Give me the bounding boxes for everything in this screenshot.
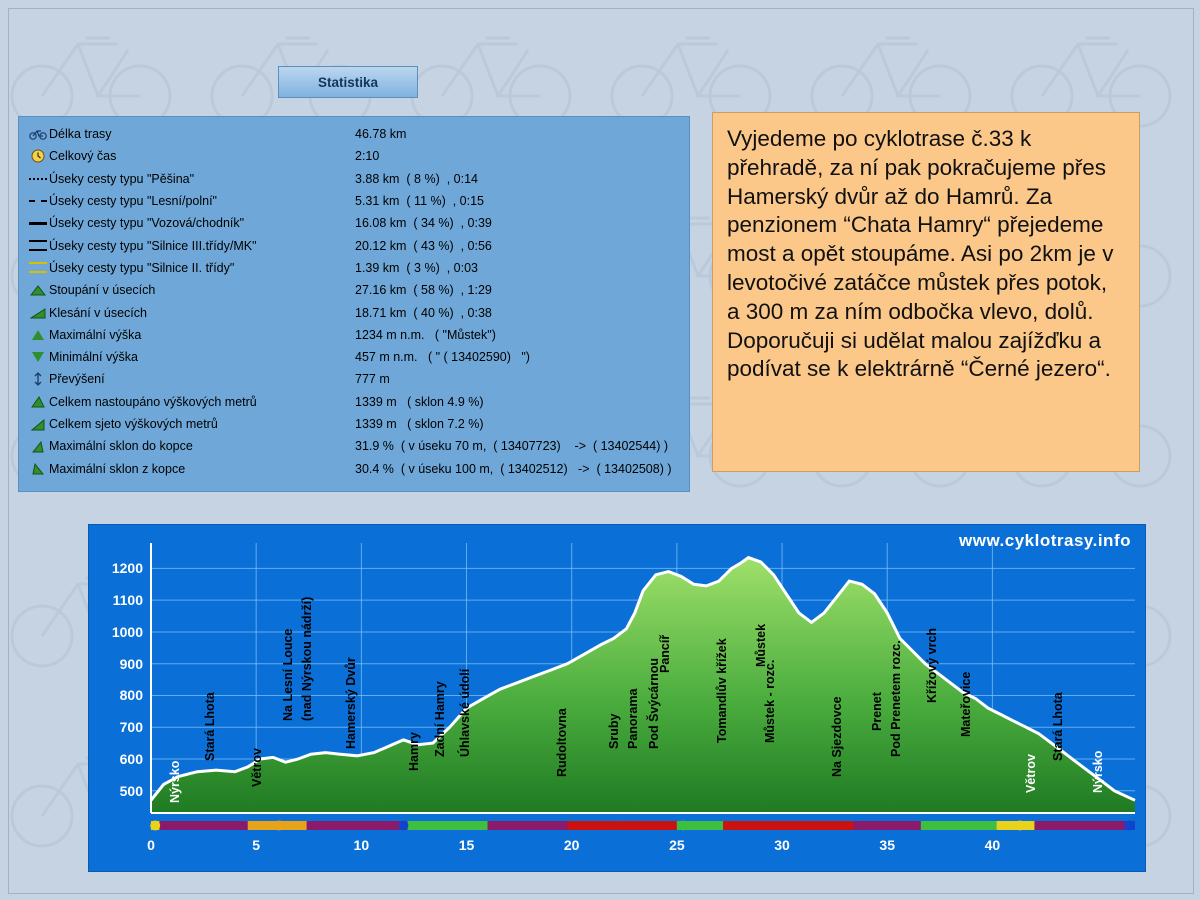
stat-value: 2:10 bbox=[355, 149, 380, 164]
stat-label: Stoupání v úsecích bbox=[49, 283, 156, 298]
stat-value: 777 m bbox=[355, 372, 390, 387]
double-line-yellow-icon bbox=[27, 262, 49, 273]
place-label: Sruby bbox=[607, 713, 622, 749]
x-tick-label: 10 bbox=[353, 837, 370, 853]
x-tick-label: 0 bbox=[147, 837, 155, 853]
x-tick-label: 35 bbox=[879, 837, 895, 853]
place-label: Na Sjezdovce bbox=[830, 696, 845, 777]
double-line-icon bbox=[27, 240, 49, 251]
place-label: Můstek - rozc. bbox=[762, 659, 777, 743]
place-label: Mateřovice bbox=[958, 671, 973, 737]
watermark-label: www.cyklotrasy.info bbox=[959, 531, 1131, 550]
place-label: Pancíř bbox=[657, 634, 672, 673]
table-row bbox=[19, 391, 689, 413]
stat-value: 18.71 km ( 40 %) , 0:38 bbox=[355, 305, 492, 320]
stat-value: 1.39 km ( 3 %) , 0:03 bbox=[355, 260, 478, 275]
place-label: Hamry bbox=[407, 732, 422, 771]
place-label: Nýrsko bbox=[167, 760, 182, 803]
table-row bbox=[19, 457, 689, 479]
y-tick-label: 1200 bbox=[111, 560, 143, 577]
stat-label: Klesání v úsecích bbox=[49, 305, 147, 320]
stat-value: 3.88 km ( 8 %) , 0:14 bbox=[355, 171, 478, 186]
table-row bbox=[19, 168, 689, 190]
place-label: Křížový vrch bbox=[924, 627, 939, 703]
max-up-slope-icon bbox=[27, 440, 49, 453]
elevation-icon bbox=[27, 372, 49, 386]
place-label: Můstek bbox=[754, 623, 769, 667]
description-textbox bbox=[712, 112, 1140, 472]
x-tick-label: 20 bbox=[563, 837, 580, 853]
triangle-down-icon bbox=[27, 352, 49, 362]
stat-value: 1339 m ( sklon 7.2 %) bbox=[355, 417, 484, 431]
stat-value: 16.08 km ( 34 %) , 0:39 bbox=[355, 216, 492, 231]
table-row bbox=[19, 234, 689, 256]
table-row bbox=[19, 190, 689, 212]
x-tick-label: 15 bbox=[458, 837, 475, 853]
place-label: Hamerský Dvůr bbox=[344, 657, 359, 749]
x-tick-label: 25 bbox=[669, 837, 685, 853]
uphill-icon bbox=[27, 284, 49, 296]
dash-dot-line-icon bbox=[27, 200, 49, 202]
table-row bbox=[19, 301, 689, 323]
stat-label: Maximální výška bbox=[49, 327, 142, 342]
place-label: Prenet bbox=[870, 692, 885, 731]
table-row bbox=[19, 324, 689, 346]
stat-label: Minimální výška bbox=[49, 350, 138, 365]
statistika-title bbox=[278, 66, 418, 98]
descend-icon bbox=[27, 418, 49, 431]
table-row bbox=[19, 145, 689, 167]
stat-value: 457 m n.m. ( " ( 13402590) ") bbox=[355, 350, 530, 365]
stat-value: 27.16 km ( 58 %) , 1:29 bbox=[355, 283, 492, 298]
dotted-line-icon bbox=[27, 178, 49, 180]
chart-canvas bbox=[89, 525, 1145, 871]
y-tick-label: 500 bbox=[119, 782, 143, 799]
x-tick-label: 40 bbox=[984, 837, 1001, 853]
table-row bbox=[19, 279, 689, 301]
place-label: Zadní Hamry bbox=[432, 681, 447, 757]
place-label: Tomandlův křížek bbox=[714, 638, 729, 743]
table-row bbox=[19, 257, 689, 279]
place-label: Na Lesní Louce bbox=[281, 628, 296, 721]
y-tick-label: 1100 bbox=[112, 592, 143, 609]
description-text: Vyjedeme po cyklotrase č.33 k přehradě, za ní pak pokračujeme přes Hamerský dvůr až do Hamrů. Za penzionem “Chata Hamry“ přejedeme most a opět stoupáme. Asi po 2km je v levotočivé zatáčce můstek přes potok, a 300 m za ním odbočka vlevo, dolů. Doporučuji si udělat malou zajížďku a podívat se k elektrárně “Černé jezero“. bbox=[727, 126, 1114, 382]
chart-svg bbox=[89, 525, 1145, 871]
table-row bbox=[19, 368, 689, 390]
place-label: (nad Nýrskou nádrží) bbox=[300, 596, 315, 721]
place-label: Větrov bbox=[1023, 754, 1038, 793]
bike-icon bbox=[27, 128, 49, 140]
place-label: Větrov bbox=[249, 748, 264, 787]
place-label: Stará Lhota bbox=[203, 692, 218, 761]
stat-value: 5.31 km ( 11 %) , 0:15 bbox=[355, 194, 484, 209]
stat-label: Celkem nastoupáno výškových metrů bbox=[49, 394, 257, 409]
stat-value: 46.78 km bbox=[355, 127, 407, 142]
place-label: Rudoltovna bbox=[554, 708, 569, 777]
place-label: Stará Lhota bbox=[1051, 692, 1066, 761]
table-row bbox=[19, 123, 689, 145]
stat-label: Maximální sklon do kopce bbox=[49, 439, 193, 454]
stat-label: Maximální sklon z kopce bbox=[49, 461, 186, 476]
stat-label: Úseky cesty typu "Silnice III.třídy/MK" bbox=[49, 238, 257, 253]
triangle-up-icon bbox=[27, 330, 49, 340]
y-tick-label: 700 bbox=[119, 719, 143, 736]
x-tick-label: 30 bbox=[774, 837, 790, 853]
y-tick-label: 800 bbox=[119, 687, 143, 704]
ascend-icon bbox=[27, 395, 49, 408]
table-row bbox=[19, 413, 689, 435]
place-label: Úhlavské údolí bbox=[457, 668, 472, 757]
y-tick-label: 1000 bbox=[111, 623, 143, 640]
solid-line-icon bbox=[27, 222, 49, 225]
stat-label: Úseky cesty typu "Lesní/polní" bbox=[49, 194, 217, 209]
stat-value: 1339 m ( sklon 4.9 %) bbox=[355, 394, 484, 409]
statistika-title-label: Statistika bbox=[317, 74, 379, 90]
clock-icon bbox=[27, 149, 49, 163]
stat-label: Úseky cesty typu "Vozová/chodník" bbox=[49, 216, 245, 231]
max-down-slope-icon bbox=[27, 462, 49, 475]
y-tick-label: 900 bbox=[119, 655, 143, 672]
statistics-panel bbox=[18, 116, 690, 492]
place-label: Panorama bbox=[626, 688, 641, 749]
stat-value: 30.4 % ( v úseku 100 m, ( 13402512) -> ( 13402508) ) bbox=[355, 461, 672, 476]
stat-label: Převýšení bbox=[49, 372, 105, 387]
stat-label: Úseky cesty typu "Pěšina" bbox=[49, 171, 195, 186]
table-row bbox=[19, 212, 689, 234]
stat-value: 1234 m n.m. ( "Můstek") bbox=[355, 327, 496, 342]
place-label: Pod Prenetem rozc. bbox=[889, 640, 904, 757]
stat-label: Úseky cesty typu "Silnice II. třídy" bbox=[49, 260, 235, 275]
place-label: Pod Švýcárnou bbox=[647, 658, 662, 749]
table-row bbox=[19, 435, 689, 457]
stat-value: 20.12 km ( 43 %) , 0:56 bbox=[355, 238, 492, 253]
downhill-icon bbox=[27, 307, 49, 319]
table-row bbox=[19, 346, 689, 368]
elevation-profile-chart bbox=[88, 524, 1146, 872]
stat-label: Celkový čas bbox=[49, 149, 117, 164]
stat-label: Délka trasy bbox=[49, 127, 112, 142]
stat-value: 31.9 % ( v úseku 70 m, ( 13407723) -> ( 13402544) ) bbox=[355, 439, 669, 454]
place-label: Nýrsko bbox=[1091, 750, 1106, 793]
x-tick-label: 5 bbox=[252, 837, 261, 853]
stat-label: Celkem sjeto výškových metrů bbox=[49, 417, 218, 431]
y-tick-label: 600 bbox=[119, 751, 143, 767]
